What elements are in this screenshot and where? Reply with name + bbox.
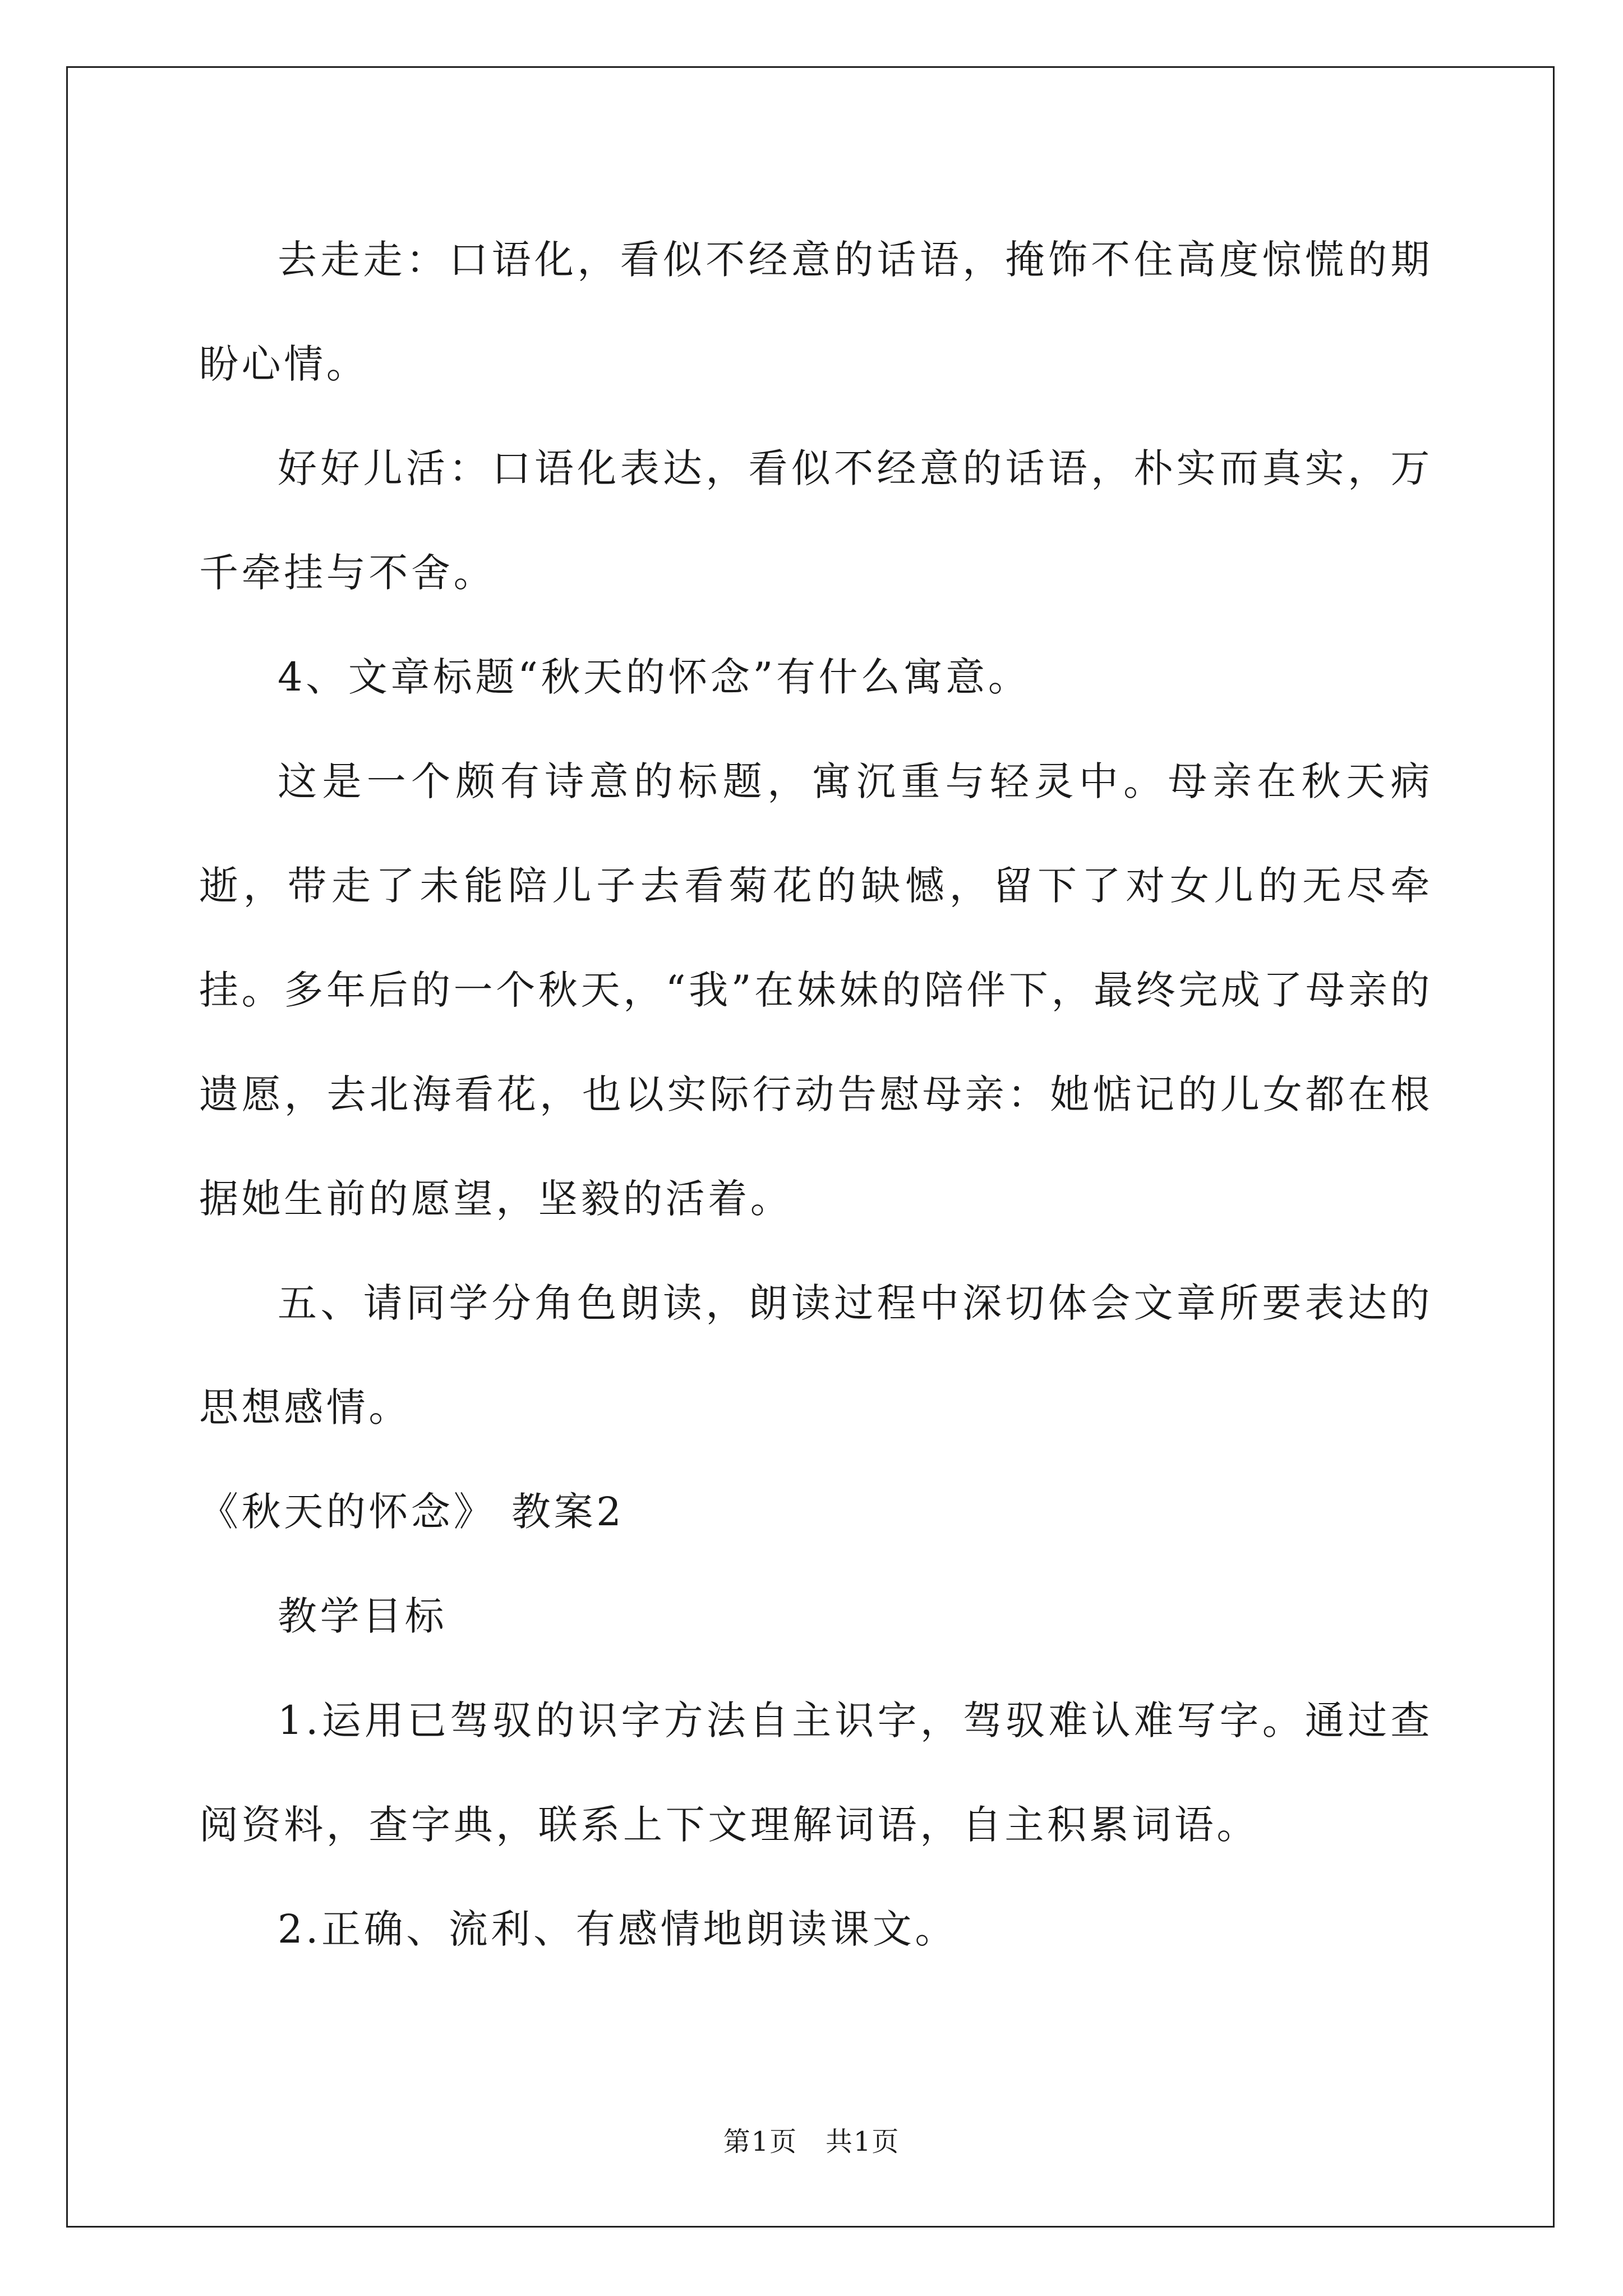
page-footer: 第1页 共1页 (723, 2126, 900, 2157)
paragraph-hao-hao-er-huo: 好好儿活：口语化表达，看似不经意的话语，朴实而真实，万千牵挂与不舍。 (199, 445, 1433, 596)
paragraph-title-meaning: 这是一个颇有诗意的标题，寓沉重与轻灵中。母亲在秋天病逝，带走了未能陪儿子去看菊花的缺憾，留下了对女儿的无尽牵挂。多年后的一个秋天，“我”在妹妹的陪伴下，最终完成了母亲的遗愿，去北海看花，也以实际行动告慰母亲：她惦记的儿女都在根据她生前的愿望，坚毅的活着。 (199, 758, 1433, 1222)
section-title: 《秋天的怀念》 教案2 (199, 1489, 625, 1535)
paragraph-qu-zou-zou: 去走走：口语化，看似不经意的话语，掩饰不住高度惊慌的期盼心情。 (199, 237, 1433, 387)
paragraph-goal-1: 1.运用已驾驭的识字方法自主识字，驾驭难认难写字。通过查阅资料，查字典，联系上下文理解词语，自主积累词语。 (199, 1697, 1433, 1848)
paragraph-question-4: 4、文章标题“秋天的怀念”有什么寓意。 (278, 654, 1031, 700)
document-body (199, 208, 1433, 1981)
paragraph-teaching-goals: 教学目标 (278, 1593, 448, 1639)
paragraph-step-5: 五、请同学分角色朗读，朗读过程中深切体会文章所要表达的思想感情。 (199, 1280, 1433, 1430)
paragraph-goal-2: 2.正确、流利、有感情地朗读课文。 (278, 1906, 957, 1952)
